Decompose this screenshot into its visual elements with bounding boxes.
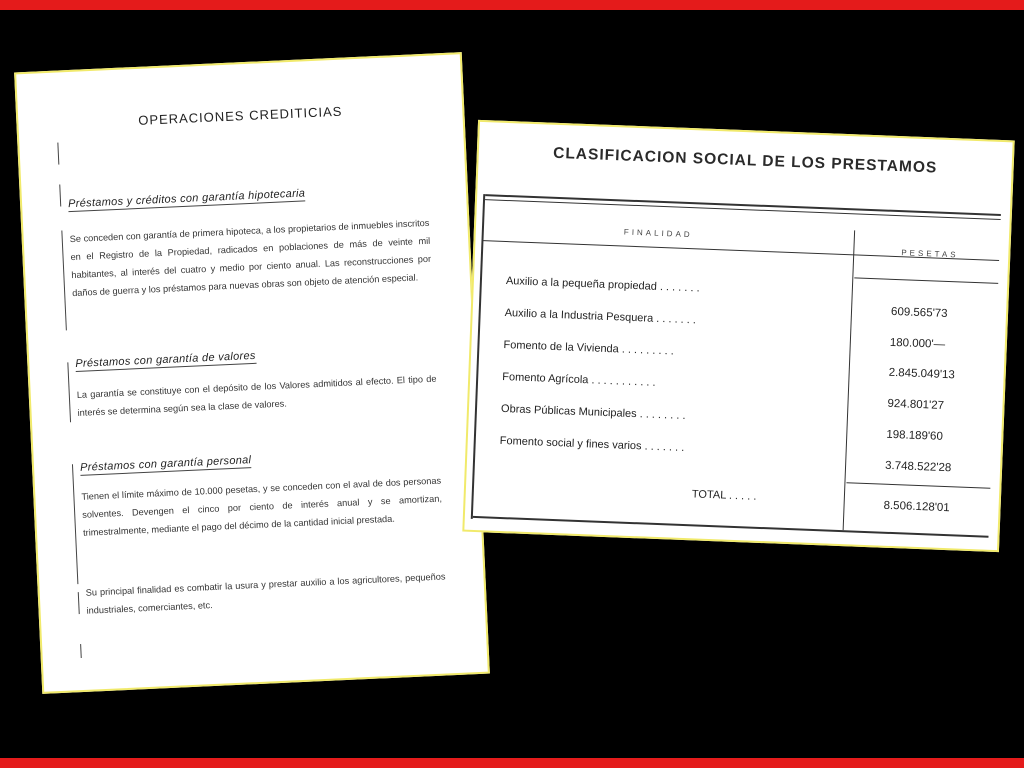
page-title: OPERACIONES CREDITICIAS: [137, 103, 343, 128]
top-red-bar: [0, 0, 1024, 10]
margin-mark: [59, 185, 61, 207]
table-row-label: Fomento Agrícola . . . . . . . . . . .: [502, 370, 656, 389]
column-header-pesetas: PESETAS: [901, 248, 959, 260]
table-total-value: 8.506.128'01: [883, 499, 950, 515]
table-row-value: 180.000'—: [889, 336, 946, 351]
document-page-clasificacion: [462, 120, 1014, 552]
paragraph: La garantía se constituye con el depósito de los Valores admitidos al efecto. El tipo de interés se determina según sea la clase de valores.: [76, 373, 437, 418]
table-column-divider: [843, 230, 856, 530]
table-row-label: Fomento de la Vivienda . . . . . . . . .: [503, 338, 674, 358]
section-heading: Préstamos con garantía de valores: [75, 349, 256, 370]
margin-mark: [80, 644, 82, 658]
table-row-value: 2.845.049'13: [888, 366, 956, 382]
table-row-label: Auxilio a la Industria Pesquera . . . . . . .: [504, 307, 697, 327]
table-rule: [485, 194, 1001, 216]
table-row-value: 609.565'73: [890, 305, 948, 321]
margin-mark: [67, 362, 71, 422]
margin-mark: [72, 464, 78, 584]
table-row-value: 924.801'27: [887, 397, 945, 412]
table-rule: [854, 277, 998, 284]
table-row-label: Fomento social y fines varios . . . . . . .: [499, 434, 685, 454]
bottom-red-bar: [0, 758, 1024, 768]
table-rule: [846, 482, 990, 489]
document-page-operaciones: [14, 52, 490, 694]
paragraph: Su principal finalidad es combatir la usura y prestar auxilio a los agricultores, pequeños industriales, comerciantes, etc.: [85, 571, 446, 616]
section-heading: Préstamos con garantía personal: [79, 454, 252, 474]
table-rule: [473, 516, 989, 538]
margin-mark: [78, 592, 80, 614]
table-row-label: Obras Públicas Municipales . . . . . . . .: [500, 402, 686, 423]
table-rule: [485, 199, 1001, 220]
column-header-finalidad: FINALIDAD: [623, 227, 693, 240]
section-heading: Préstamos y créditos con garantía hipotecaria: [67, 187, 306, 211]
paragraph: Se conceden con garantía de primera hipoteca, a los propietarios de inmuebles inscritos en el Registro de la Propiedad, radicados en poblaciones de más de veinte mil habitantes, al interés del cuatro y medio por ciento anual. Las reconstrucciones por daños de guerra y los préstamos para nuevas obras son objeto de atención especial.: [69, 217, 432, 299]
margin-mark: [57, 143, 59, 165]
table-row-value: 3.748.522'28: [884, 459, 952, 475]
margin-mark: [61, 230, 67, 330]
table-row-value: 198.189'60: [886, 428, 944, 443]
page-title: CLASIFICACION SOCIAL DE LOS PRESTAMOS: [552, 144, 938, 177]
table-total-label: TOTAL . . . . .: [691, 488, 757, 503]
loans-table: [471, 194, 1001, 539]
paragraph: Tienen el límite máximo de 10.000 pesetas, y se conceden con el aval de dos personas solventes. Devengen el cinco por ciento de interés anual y se amortizan, trimestralmente, mediante el pago del décimo de la cantidad inicial prestada.: [81, 475, 443, 538]
table-row-label: Auxilio a la pequeña propiedad . . . . . . .: [505, 275, 700, 295]
